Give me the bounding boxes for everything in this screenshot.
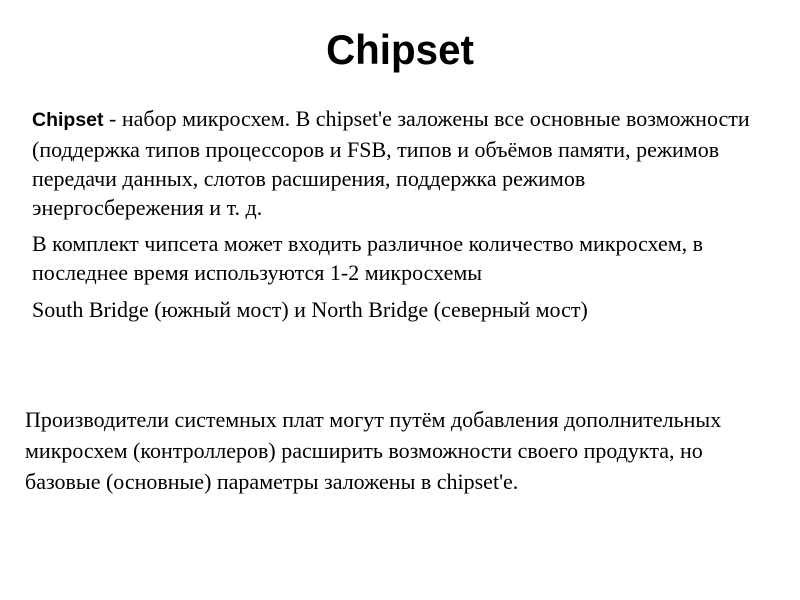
definition-text: - набор микросхем. В chipset'е заложены все основные возможности (поддержка типов процессоров и FSB, типов и объёмов памяти, режимов передачи данных, слотов расширения, поддержка режимов энергосбережения и т. д. <box>32 106 750 220</box>
definition-term: Chipset <box>32 109 104 131</box>
bridges-paragraph: South Bridge (южный мост) и North Bridge (северный мост) <box>32 297 588 322</box>
composition-paragraph: В комплект чипсета может входить различное количество микросхем, в последнее время используются 1-2 микросхемы <box>32 231 704 285</box>
definition-paragraph <box>32 104 762 222</box>
manufacturers-paragraph: Производители системных плат могут путём добавления дополнительных микросхем (контроллеров) расширить возможности своего продукта, но базовые (основные) параметры заложены в chipset'е. <box>25 407 722 494</box>
slide-title: Chipset <box>326 26 474 73</box>
slide-body <box>32 104 762 324</box>
